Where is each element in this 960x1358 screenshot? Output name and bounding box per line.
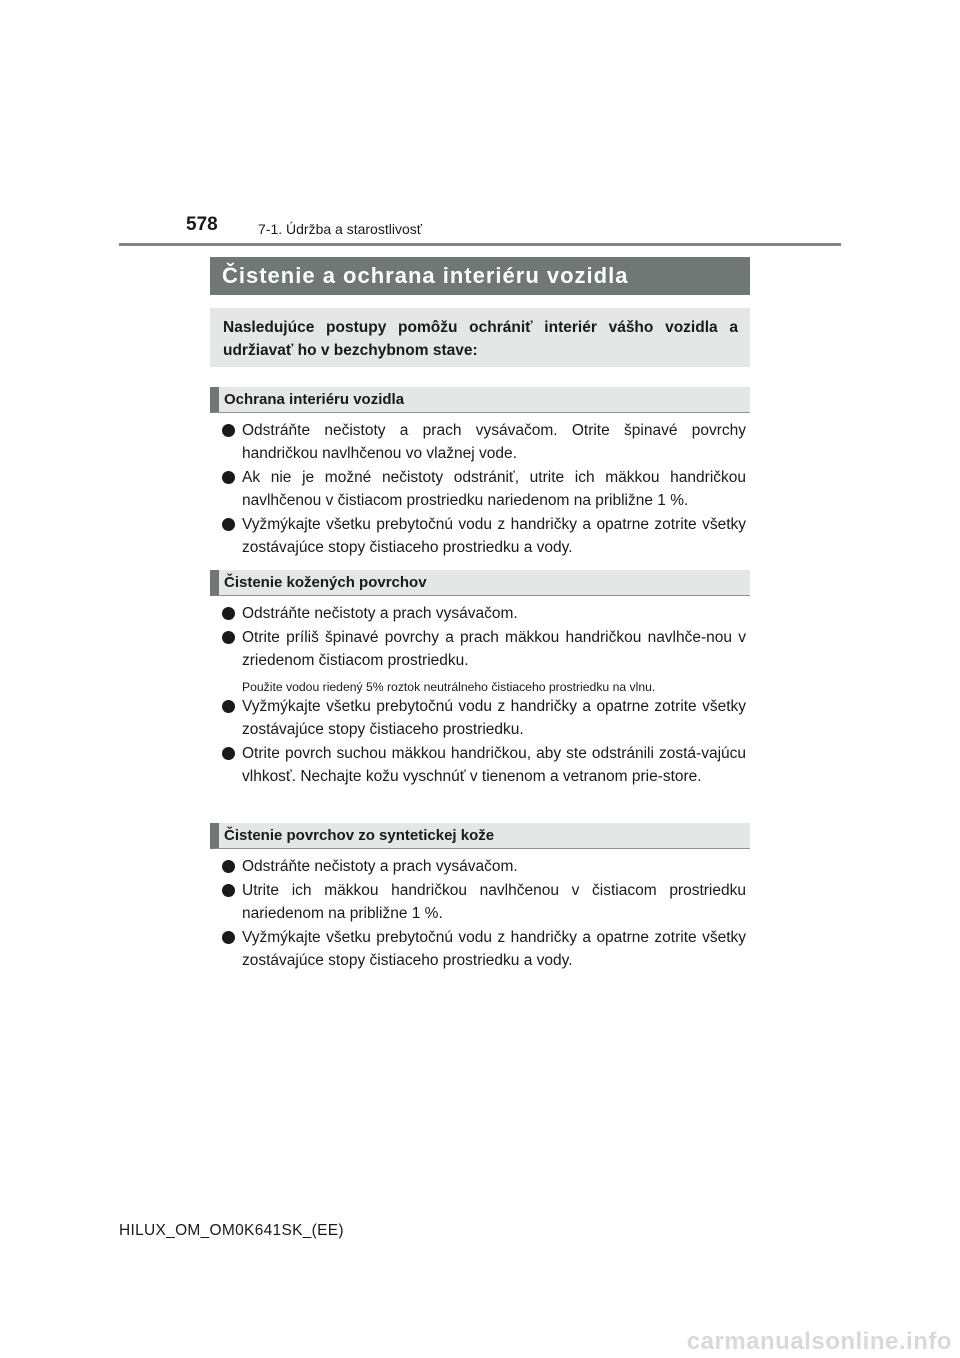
list-item bbox=[222, 695, 746, 741]
section-heading-interior-protection bbox=[210, 387, 750, 413]
list-item-text: Otrite povrch suchou mäkkou handričkou, aby ste odstránili zostá-vajúcu vlhkosť. Nechajte kožu vyschnúť v tienenom a vetranom prie-store. bbox=[242, 745, 746, 785]
section-heading-label: Čistenie kožených povrchov bbox=[224, 574, 427, 591]
list-item bbox=[222, 626, 746, 672]
document-code-footer: HILUX_OM_OM0K641SK_(EE) bbox=[119, 1222, 344, 1239]
list-item-text: Vyžmýkajte všetku prebytočnú vodu z handričky a opatrne zotrite všetky zostávajúce stopy čistiaceho prostriedku a vody. bbox=[242, 929, 746, 969]
section-reference: 7-1. Údržba a starostlivosť bbox=[258, 221, 422, 237]
intro-box: Nasledujúce postupy pomôžu ochrániť interiér vášho vozidla a udržiavať ho v bezchybnom stave: bbox=[210, 308, 750, 367]
list-item bbox=[222, 466, 746, 512]
list-item-text: Utrite ich mäkkou handričkou navlhčenou v čistiacom prostriedku nariedenom na približne 1 %. bbox=[242, 882, 746, 922]
page-title: Čistenie a ochrana interiéru vozidla bbox=[222, 263, 629, 288]
bullet-icon bbox=[222, 631, 235, 644]
list-item-text: Otrite príliš špinavé povrchy a prach mäkkou handričkou navlhče-nou v zriedenom čistiacom prostriedku. bbox=[242, 629, 746, 669]
bullet-icon bbox=[222, 747, 235, 760]
list-item bbox=[222, 602, 746, 625]
list-item-text: Vyžmýkajte všetku prebytočnú vodu z handričky a opatrne zotrite všetky zostávajúce stopy čistiaceho prostriedku a vody. bbox=[242, 516, 746, 556]
list-item bbox=[222, 855, 746, 878]
section-heading-synthetic-leather bbox=[210, 823, 750, 849]
section-heading-leather-surfaces bbox=[210, 570, 750, 596]
bullet-icon bbox=[222, 931, 235, 944]
bullet-icon bbox=[222, 471, 235, 484]
list-item-text: Vyžmýkajte všetku prebytočnú vodu z handričky a opatrne zotrite všetky zostávajúce stopy čistiaceho prostriedku. bbox=[242, 698, 746, 738]
list-item-text: Odstráňte nečistoty a prach vysávačom. Otrite špinavé povrchy handričkou navlhčenou vo vlažnej vode. bbox=[242, 422, 746, 462]
list-item bbox=[222, 513, 746, 559]
list-item-text: Odstráňte nečistoty a prach vysávačom. bbox=[242, 605, 518, 622]
watermark: carmanualsonline.info bbox=[686, 1328, 952, 1355]
list-item-text: Odstráňte nečistoty a prach vysávačom. bbox=[242, 858, 518, 875]
bullet-icon bbox=[222, 860, 235, 873]
list-item bbox=[222, 419, 746, 465]
list-item-text: Ak nie je možné nečistoty odstrániť, utrite ich mäkkou handričkou navlhčenou v čistiacom prostriedku nariedenom na približne 1 %. bbox=[242, 469, 746, 509]
title-bar bbox=[210, 257, 750, 295]
section-heading-label: Ochrana interiéru vozidla bbox=[224, 391, 405, 408]
header-rule bbox=[119, 243, 841, 246]
page-number: 578 bbox=[186, 214, 218, 235]
note-text: Použite vodou riedený 5% roztok neutrálneho čistiaceho prostriedku na vlnu. bbox=[242, 680, 656, 694]
bullet-icon bbox=[222, 607, 235, 620]
bullet-icon bbox=[222, 518, 235, 531]
list-item bbox=[222, 926, 746, 972]
list-item bbox=[222, 879, 746, 925]
list-item bbox=[222, 742, 746, 788]
bullet-icon bbox=[222, 700, 235, 713]
bullet-icon bbox=[222, 424, 235, 437]
section-heading-label: Čistenie povrchov zo syntetickej kože bbox=[224, 827, 495, 844]
bullet-icon bbox=[222, 884, 235, 897]
